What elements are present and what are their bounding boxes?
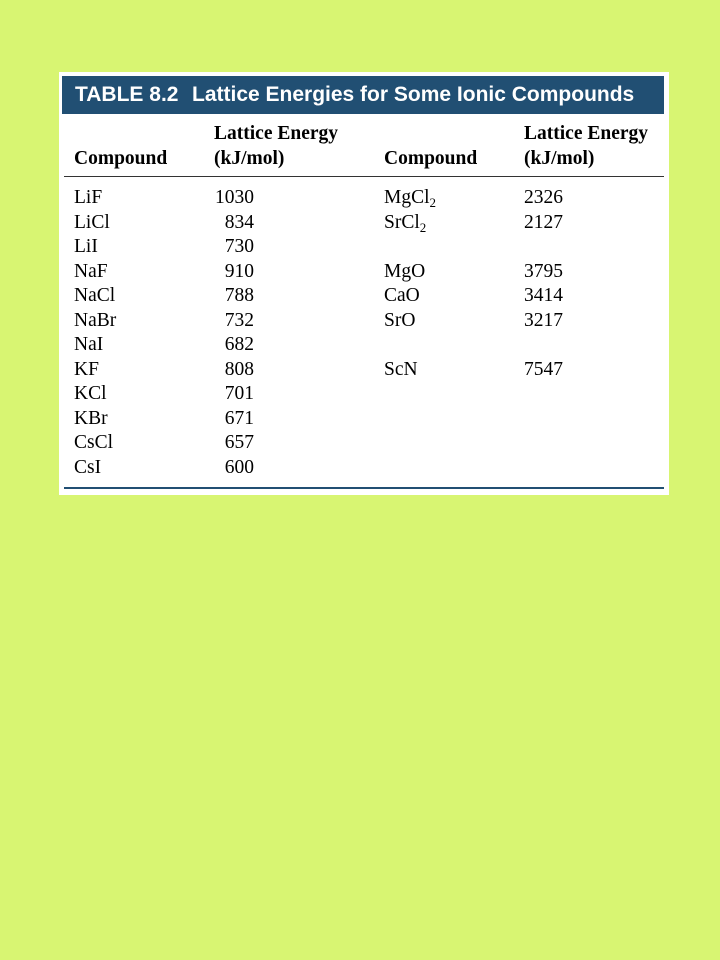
lattice-energy-cell: 730 (224, 236, 254, 257)
left-compound-column (74, 186, 204, 480)
compound-cell (384, 333, 514, 358)
compound-cell (384, 284, 514, 309)
lattice-energy-cell (524, 333, 604, 358)
compound-cell (74, 358, 204, 383)
table-title-bar (62, 76, 664, 114)
compound-cell (384, 186, 514, 211)
left-energy-column (204, 186, 254, 480)
compound-cell (384, 309, 514, 334)
compound-formula: NaCl (74, 285, 116, 306)
compound-cell (74, 211, 204, 236)
lattice-energy-cell (524, 235, 604, 260)
compound-cell (384, 260, 514, 285)
compound-formula: CsI (74, 456, 102, 478)
compound-cell (74, 260, 204, 285)
lattice-energy-cell: 732 (224, 309, 254, 331)
lattice-energy-cell: 2127 (524, 211, 563, 233)
table-number: TABLE 8.2 (75, 83, 179, 106)
compound-cell (74, 309, 204, 334)
lattice-energy-cell: 671 (224, 407, 254, 429)
compound-formula: ScN (384, 358, 418, 380)
compound-formula: NaBr (74, 309, 117, 331)
compound-formula: SrCl (384, 211, 420, 233)
compound-cell (74, 431, 204, 456)
right-energy-column (524, 186, 604, 382)
lattice-energy-cell: 808 (224, 358, 254, 380)
compound-cell (74, 382, 204, 407)
lattice-energy-cell: 3795 (524, 260, 563, 282)
compound-formula: LiF (74, 187, 103, 208)
lattice-energy-cell: 834 (224, 211, 254, 233)
lattice-energy-cell: 788 (224, 285, 254, 306)
compound-formula: KF (74, 358, 99, 380)
compound-cell (384, 358, 514, 383)
compound-formula: CaO (384, 285, 420, 306)
lattice-energy-cell: 3217 (524, 309, 563, 331)
lattice-energy-cell: 657 (224, 432, 254, 453)
compound-cell (74, 284, 204, 309)
compound-formula: LiCl (74, 211, 110, 233)
compound-cell (74, 186, 204, 211)
lattice-energy-cell: 2326 (524, 187, 563, 208)
compound-formula: NaI (74, 334, 104, 355)
compound-cell (384, 211, 514, 236)
header-energy-left-line2: (kJ/mol) (214, 148, 285, 169)
header-compound-right: Compound (384, 148, 478, 169)
lattice-energy-cell: 1030 (215, 187, 254, 208)
compound-formula: MgO (384, 260, 426, 282)
compound-cell (74, 333, 204, 358)
right-compound-column (384, 186, 514, 382)
header-rule (64, 176, 664, 177)
compound-formula: CsCl (74, 432, 114, 453)
lattice-energy-table (59, 72, 669, 495)
compound-cell (384, 235, 514, 260)
compound-cell (74, 235, 204, 260)
compound-cell (74, 456, 204, 481)
compound-cell (74, 407, 204, 432)
compound-formula: NaF (74, 260, 108, 282)
header-compound-left: Compound (74, 148, 168, 169)
lattice-energy-cell: 7547 (524, 358, 563, 380)
lattice-energy-cell: 600 (224, 456, 254, 478)
lattice-energy-cell: 682 (224, 334, 254, 355)
formula-subscript: 2 (429, 195, 437, 210)
lattice-energy-cell: 910 (224, 260, 254, 282)
compound-formula: SrO (384, 309, 416, 331)
header-energy-right-line2: (kJ/mol) (524, 148, 595, 169)
lattice-energy-cell: 701 (224, 383, 254, 404)
header-energy-left-line1: Lattice Energy (214, 123, 339, 144)
compound-formula: KBr (74, 407, 108, 429)
formula-subscript: 2 (419, 219, 427, 235)
lattice-energy-cell: 3414 (524, 285, 563, 306)
header-energy-right-line1: Lattice Energy (524, 123, 649, 144)
table-title: Lattice Energies for Some Ionic Compounds (192, 83, 635, 106)
compound-formula: MgCl (384, 187, 430, 208)
compound-formula: LiI (74, 236, 98, 257)
compound-formula: KCl (74, 383, 107, 404)
bottom-rule (64, 487, 664, 489)
